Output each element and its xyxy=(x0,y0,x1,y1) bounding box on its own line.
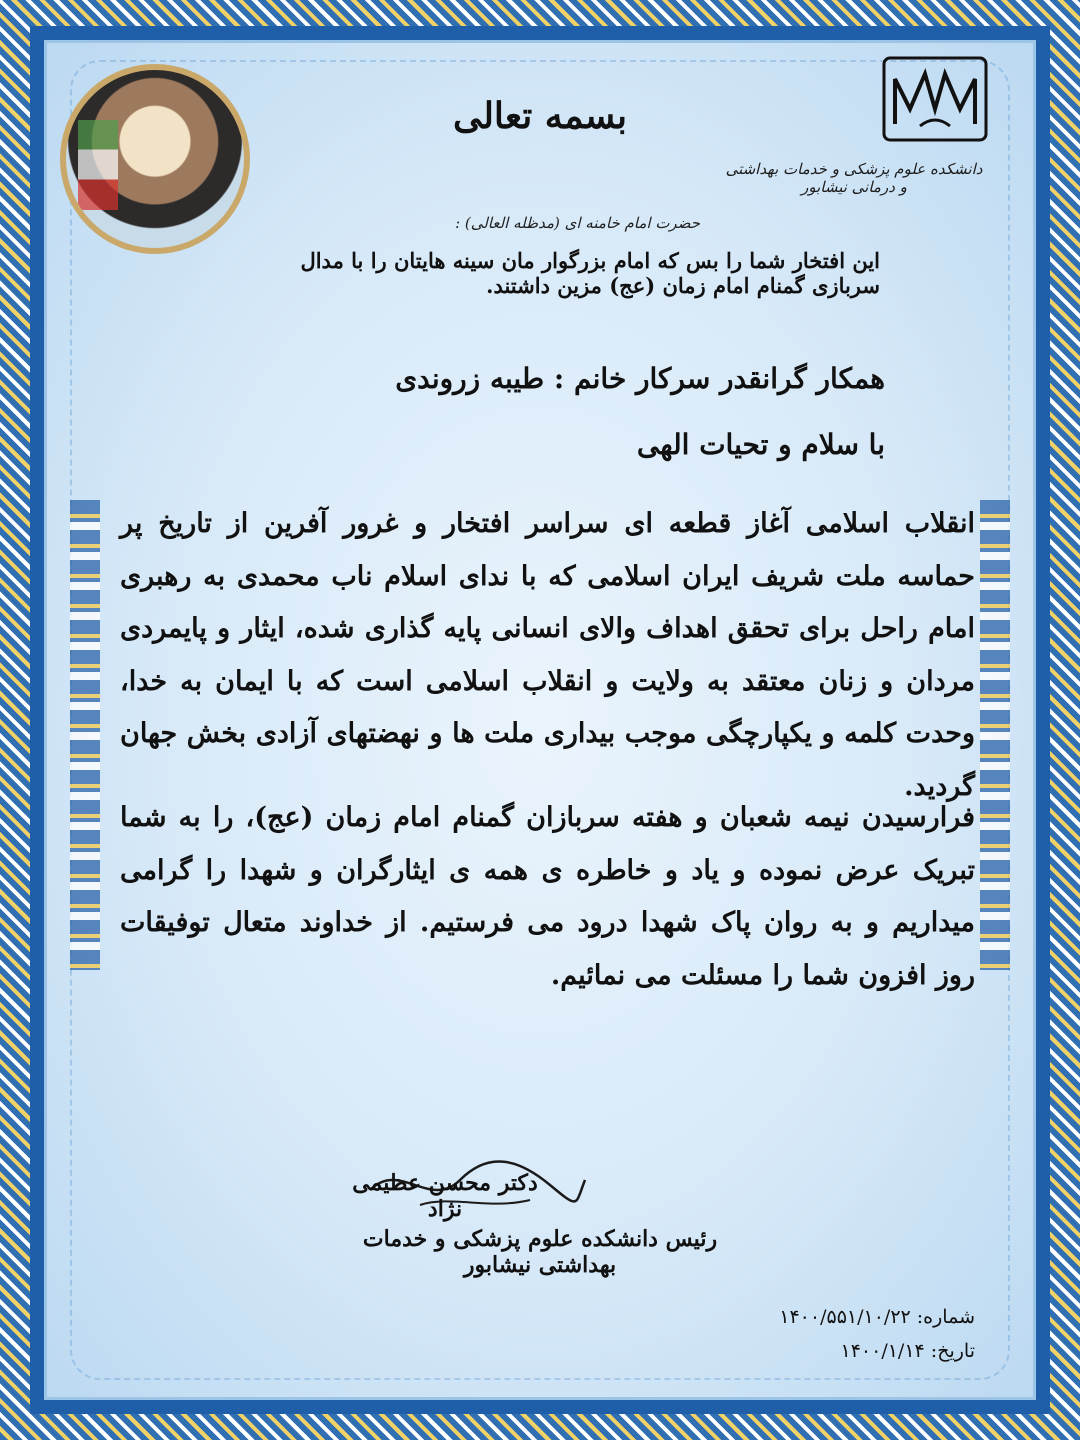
body-paragraph: انقلاب اسلامی آغاز قطعه ای سراسر افتخار و غرور آفرین از تاریخ پر حماسه ملت شریف ایران اسلامی که با ندای اسلام ناب محمدی به رهبری امام راحل برای تحقق اهداف والای انسانی پایه گذاری شده، ایثار و پایمردی مردان و زنان معتقد به ولایت و انقلاب اسلامی است که با ایمان به خدا، وحدت کلمه و یکپارچگی موجب بیداری ملت ها و نهضتهای آزادی بخش جهان گردید. xyxy=(120,508,975,802)
bismillah-heading: بسمه تعالی xyxy=(452,95,628,137)
quote-text: این افتخار شما را بس که امام بزرگوار مان سینه هایتان را با مدال سربازی گمنام امام زمان (عج) مزین داشتند. xyxy=(300,248,880,298)
right-ornament-strip xyxy=(980,500,1010,970)
signer-name: دکتر محسن عظیمی نژاد xyxy=(352,1170,538,1222)
reference-date: تاریخ: ۱۴۰۰/۱/۱۴ xyxy=(840,1340,975,1362)
greeting-line: با سلام و تحیات الهی xyxy=(636,428,885,461)
left-ornament-strip xyxy=(70,500,100,970)
university-name: دانشکده علوم پزشکی و خدمات بهداشتی و درمانی نیشابور xyxy=(725,160,983,196)
reference-number: شماره: ۱۴۰۰/۵۵۱/۱۰/۲۲ xyxy=(779,1306,975,1328)
quote-attribution: حضرت امام خامنه ای (مدظله العالی) : xyxy=(455,214,700,232)
body-paragraph: فرارسیدن نیمه شعبان و هفته سربازان گمنام امام زمان (عج)، را به شما تبریک عرض نموده و یاد و خاطره ی همه ی ایثارگران و شهدا را گرامی میداریم و به روان پاک شهدا درود می فرستیم. از خداوند متعال توفیقات روز افزون شما را مسئلت می نمائیم. xyxy=(120,802,975,991)
leaders-portrait xyxy=(60,64,250,254)
signer-title: رئیس دانشکده علوم پزشکی و خدمات بهداشتی نیشابور xyxy=(362,1226,718,1278)
recipient-line: همکار گرانقدر سرکار خانم : طیبه زروندی xyxy=(395,362,885,395)
